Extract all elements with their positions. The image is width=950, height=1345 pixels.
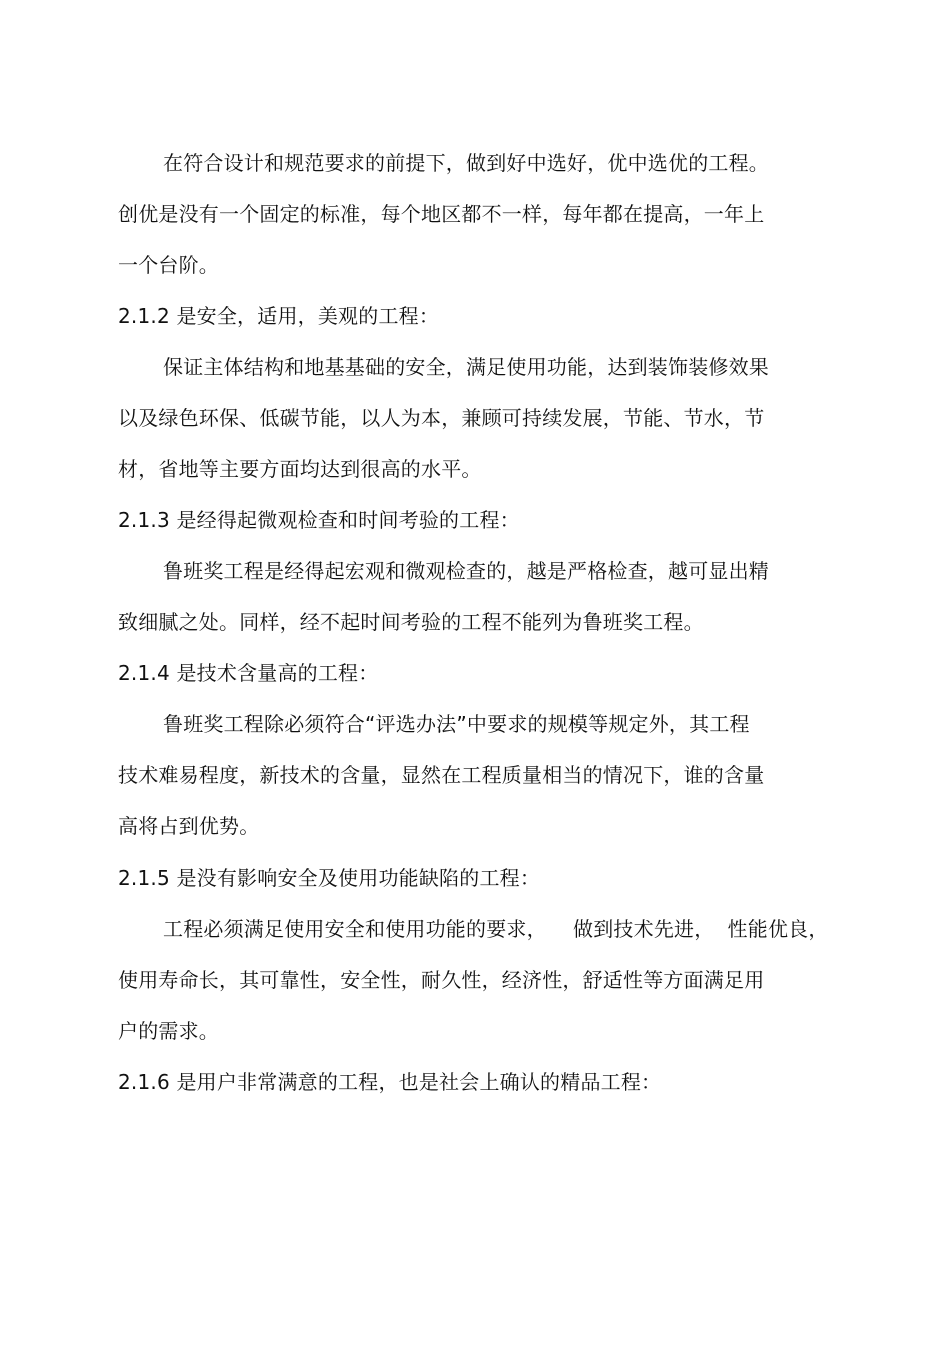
paragraph-line: 一个台阶。 [118, 253, 219, 277]
paragraph-line: 工程必须满足使用安全和使用功能的要求， 做到技术先进， 性能优良， [163, 917, 829, 941]
section-heading: 2.1.5 是没有影响安全及使用功能缺陷的工程： [118, 866, 541, 890]
section-heading: 2.1.6 是用户非常满意的工程，也是社会上确认的精品工程： [118, 1070, 662, 1094]
paragraph-line: 技术难易程度，新技术的含量，显然在工程质量相当的情况下，谁的含量 [118, 763, 765, 787]
paragraph-line: 鲁班奖工程除必须符合“评选办法”中要求的规模等规定外，其工程 [163, 712, 750, 736]
paragraph-line: 致细腻之处。同样，经不起时间考验的工程不能列为鲁班奖工程。 [118, 610, 704, 634]
section-heading: 2.1.4 是技术含量高的工程： [118, 661, 379, 685]
paragraph-line: 在符合设计和规范要求的前提下，做到好中选好，优中选优的工程。 [163, 151, 769, 175]
paragraph-line: 以及绿色环保、低碳节能，以人为本，兼顾可持续发展，节能、节水，节 [118, 406, 765, 430]
paragraph-line: 保证主体结构和地基基础的安全，满足使用功能，达到装饰装修效果 [163, 355, 769, 379]
paragraph-line: 户的需求。 [118, 1019, 219, 1043]
paragraph-line: 鲁班奖工程是经得起宏观和微观检查的，越是严格检查，越可显出精 [163, 559, 769, 583]
paragraph-line: 使用寿命长，其可靠性，安全性，耐久性，经济性，舒适性等方面满足用 [118, 968, 765, 992]
paragraph-line: 创优是没有一个固定的标准，每个地区都不一样，每年都在提高，一年上 [118, 202, 765, 226]
section-heading: 2.1.2 是安全，适用，美观的工程： [118, 304, 440, 328]
paragraph-line: 材，省地等主要方面均达到很高的水平。 [118, 457, 482, 481]
section-heading: 2.1.3 是经得起微观检查和时间考验的工程： [118, 508, 520, 532]
paragraph-line: 高将占到优势。 [118, 814, 260, 838]
